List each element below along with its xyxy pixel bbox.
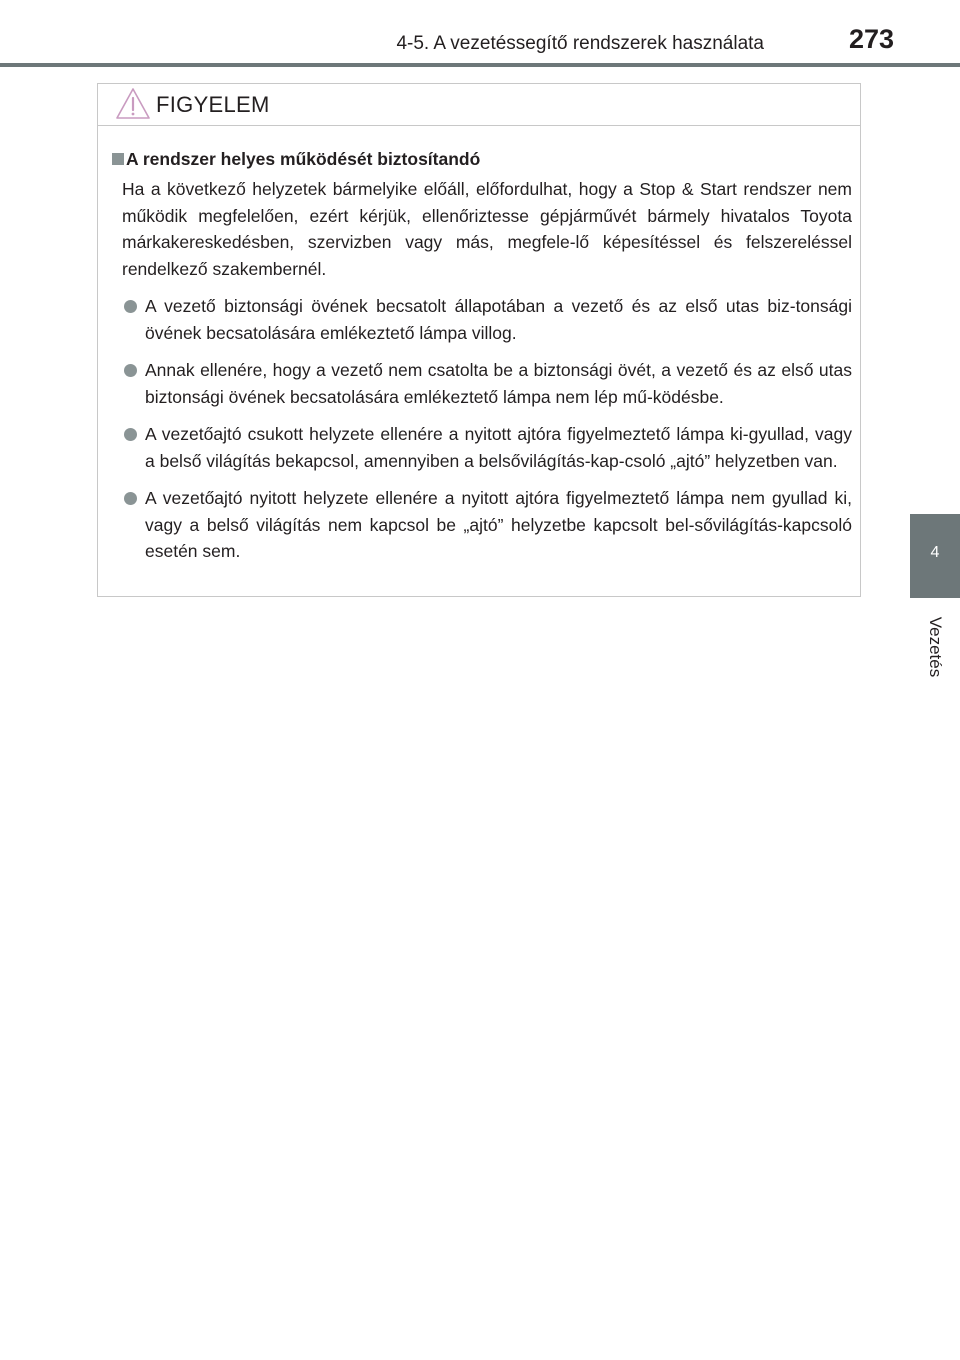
list-item-text: A vezetőajtó csukott helyzete ellenére a nyitott ajtóra figyelmeztető lámpa ki-gyullad, vagy a belső világítás bekapcsol, amennyiben a belsővilágítás-kap-csoló „ajtó” helyzetben van. <box>145 424 852 471</box>
chapter-tab-label: Vezetés <box>926 616 945 678</box>
warning-title: FIGYELEM <box>156 92 270 117</box>
square-bullet-icon <box>112 153 124 165</box>
warning-box <box>97 83 861 597</box>
list-item <box>110 357 852 410</box>
warning-header <box>98 84 860 126</box>
list-item <box>110 421 852 474</box>
dot-bullet-icon <box>124 364 137 377</box>
dot-bullet-icon <box>124 492 137 505</box>
warning-body <box>98 126 860 565</box>
chapter-tab-number: 4 <box>930 544 940 561</box>
list-item-text: A vezető biztonsági övének becsatolt állapotában a vezető és az első utas biz-tonsági övének becsatolására emlékeztető lámpa villog. <box>145 296 852 343</box>
list-item <box>110 293 852 346</box>
list-item <box>110 485 852 565</box>
dot-bullet-icon <box>124 300 137 313</box>
list-item-text: A vezetőajtó nyitott helyzete ellenére a nyitott ajtóra figyelmeztető lámpa nem gyullad ki, vagy a belső világítás nem kapcsol be „ajtó” helyzetbe kapcsolt bel-sővilágítás-kapcsoló esetén sem. <box>145 488 852 561</box>
section-title <box>110 146 852 172</box>
page-header <box>0 0 960 64</box>
dot-bullet-icon <box>124 428 137 441</box>
header-rule <box>0 63 960 67</box>
section-title-text: A rendszer helyes működését biztosítandó <box>126 149 481 169</box>
condition-list <box>110 293 852 565</box>
warning-triangle-icon <box>115 87 151 120</box>
page-number: 273 <box>848 24 894 54</box>
intro-paragraph: Ha a következő helyzetek bármelyike előáll, előfordulhat, hogy a Stop & Start rendszer nem működik megfelelően, ezért kérjük, ellenőriztesse gépjárművét bármely hivatalos Toyota márkakereskedésben, szervizben vagy más, megfele-lő képesítéssel és felszereléssel rendelkező szakembernél. <box>122 179 852 279</box>
chapter-tab[interactable] <box>910 514 960 598</box>
chapter-title: 4-5. A vezetéssegítő rendszerek használata <box>396 33 764 54</box>
list-item-text: Annak ellenére, hogy a vezető nem csatolta be a biztonsági övét, a vezető és az első utas biztonsági övének becsatolására emlékeztető lámpa nem lép mű-ködésbe. <box>145 360 852 407</box>
